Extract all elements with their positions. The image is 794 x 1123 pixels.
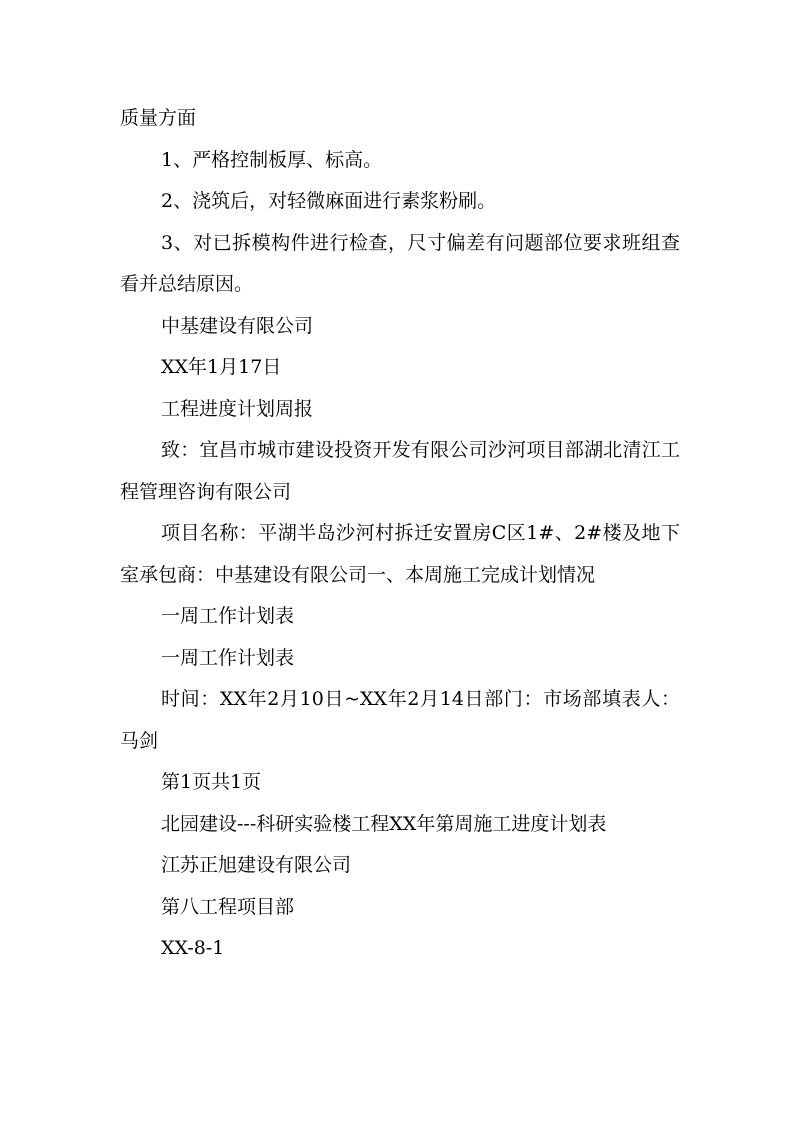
recipient-line: 致：宜昌市城市建设投资开发有限公司沙河项目部湖北清江工程管理咨询有限公司 bbox=[120, 439, 680, 503]
section-heading-quality: 质量方面 bbox=[120, 107, 197, 129]
weekly-plan-title-2: 一周工作计划表 bbox=[161, 646, 295, 669]
document-date: XX-8-1 bbox=[161, 937, 225, 959]
time-department-line: 时间：XX年2月10日~XX年2月14日部门：市场部填表人：马剑 bbox=[120, 688, 680, 752]
schedule-title: 北园建设---科研实验楼工程XX年第周施工进度计划表 bbox=[161, 812, 607, 835]
project-department: 第八工程项目部 bbox=[161, 895, 295, 918]
contractor-name: 江苏正旭建设有限公司 bbox=[161, 854, 352, 876]
page-count: 第1页共1页 bbox=[161, 771, 262, 793]
weekly-plan-title-1: 一周工作计划表 bbox=[161, 605, 295, 627]
quality-item-3: 3、对已拆模构件进行检查，尺寸偏差有问题部位要求班组查看并总结原因。 bbox=[120, 231, 680, 295]
company-signature: 中基建设有限公司 bbox=[161, 314, 314, 337]
quality-item-2: 2、浇筑后，对轻微麻面进行素浆粉刷。 bbox=[161, 190, 497, 212]
signature-date: XX年1月17日 bbox=[161, 356, 282, 378]
quality-item-1: 1、严格控制板厚、标高。 bbox=[161, 148, 383, 171]
document-page bbox=[120, 98, 680, 970]
project-name-line: 项目名称：平湖半岛沙河村拆迁安置房C区1#、2#楼及地下室承包商：中基建设有限公司一、本周施工完成计划情况 bbox=[120, 522, 680, 586]
report-title: 工程进度计划周报 bbox=[161, 397, 314, 420]
